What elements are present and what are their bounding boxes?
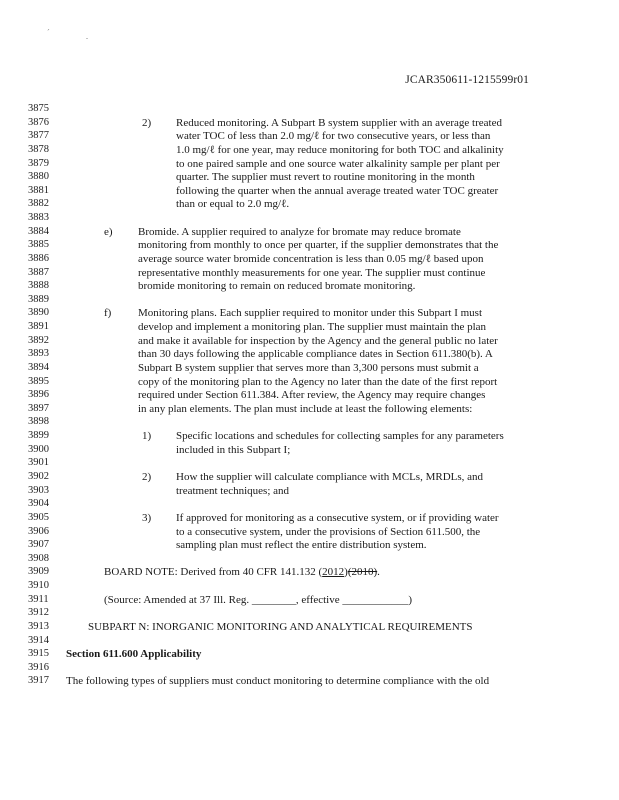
scan-mark: .: [86, 32, 88, 41]
line-number: 3908: [28, 552, 49, 564]
text-segment: Reduced monitoring. A Subpart B system supplier with an average treated: [176, 116, 502, 129]
line-number: 3911: [28, 593, 49, 605]
line-text: [176, 484, 289, 498]
text-segment: develop and implement a monitoring plan. The supplier must maintain the plan: [138, 321, 487, 334]
line-text: [176, 525, 480, 539]
line-number: 3895: [28, 375, 49, 387]
line-number: 3897: [28, 402, 49, 414]
deleted-text: (2010): [347, 566, 378, 579]
line-number: 3889: [28, 293, 49, 305]
line-text: [176, 184, 498, 198]
document-line: [0, 593, 619, 607]
line-number: 3898: [28, 416, 49, 428]
document-line: [0, 429, 619, 443]
line-number: 3903: [28, 484, 49, 496]
document-line: [0, 225, 619, 239]
document-line: [0, 129, 619, 143]
line-number: 3907: [28, 539, 49, 551]
text-segment: quarter. The supplier must revert to routine monitoring in the month: [176, 171, 475, 184]
line-number: 3917: [28, 675, 49, 687]
line-number: 3887: [28, 266, 49, 278]
text-segment: than or equal to 2.0 mg/ℓ.: [176, 198, 290, 211]
line-number: 3880: [28, 171, 49, 183]
document-line: [0, 143, 619, 157]
document-line: [0, 293, 619, 307]
line-text: [66, 674, 489, 688]
line-number: 3896: [28, 389, 49, 401]
document-line: [0, 266, 619, 280]
text-segment: SUBPART N: INORGANIC MONITORING AND ANALYTICAL REQUIREMENTS: [88, 620, 473, 633]
line-text: [138, 225, 461, 239]
text-segment: How the supplier will calculate compliance with MCLs, MRDLs, and: [176, 471, 484, 483]
text-segment: treatment techniques; and: [176, 484, 290, 497]
document-line: [0, 415, 619, 429]
line-number: 3888: [28, 280, 49, 292]
text-segment: 2): [142, 116, 152, 129]
line-number: 3915: [28, 648, 49, 660]
line-text: [66, 647, 201, 661]
line-text: [176, 538, 427, 552]
line-number: 3886: [28, 252, 49, 264]
line-number: 3883: [28, 212, 49, 224]
text-segment: .: [377, 566, 380, 579]
text-segment: than 30 days following the applicable compliance dates in Section 611.380(b). A: [138, 348, 493, 361]
line-number: 3885: [28, 239, 49, 251]
text-segment: f): [104, 307, 112, 320]
line-number: 3876: [28, 116, 49, 128]
text-segment: copy of the monitoring plan to the Agency no later than the date of the first report: [138, 375, 498, 388]
line-text: [142, 511, 151, 525]
document-line: [0, 116, 619, 130]
document-line: [0, 525, 619, 539]
line-text: [104, 225, 113, 239]
text-segment: monitoring from monthly to once per quarter, if the supplier demonstrates that the: [138, 239, 499, 252]
text-segment: sampling plan must reflect the entire distribution system.: [176, 539, 427, 552]
line-number: 3893: [28, 348, 49, 360]
line-text: [138, 375, 497, 389]
scan-mark: ´: [47, 28, 50, 37]
line-text: [138, 388, 485, 402]
line-text: [138, 334, 498, 348]
line-number: 3914: [28, 634, 49, 646]
document-line: [0, 565, 619, 579]
line-text: [176, 197, 289, 211]
line-text: [104, 565, 380, 579]
text-segment: ): [344, 566, 348, 579]
document-line: [0, 361, 619, 375]
document-line: [0, 238, 619, 252]
document-line: [0, 306, 619, 320]
document-line: [0, 579, 619, 593]
document-line: [0, 347, 619, 361]
line-text: [176, 429, 504, 443]
document-line: [0, 102, 619, 116]
line-text: [176, 116, 502, 130]
line-text: [176, 170, 475, 184]
line-text: [142, 429, 151, 443]
text-segment: bromide monitoring to remain on reduced bromate monitoring.: [138, 280, 416, 293]
document-line: [0, 647, 619, 661]
document-line: [0, 511, 619, 525]
text-segment: average source water bromide concentration is less than 0.05 mg/ℓ based upon: [138, 252, 484, 265]
document-line: [0, 375, 619, 389]
line-number: 3890: [28, 307, 49, 319]
line-number: 3909: [28, 566, 49, 578]
text-segment: in any plan elements. The plan must include at least the following elements:: [138, 402, 473, 415]
line-number: 3894: [28, 361, 49, 373]
document-line: [0, 320, 619, 334]
line-text: [176, 143, 504, 157]
line-text: [104, 593, 412, 607]
text-segment: 1.0 mg/ℓ for one year, may reduce monitoring for both TOC and alkalinity: [176, 143, 504, 156]
document-line: [0, 538, 619, 552]
text-segment: to a consecutive system, under the provisions of Section 611.500, the: [176, 525, 481, 538]
document-line: [0, 620, 619, 634]
line-text: [142, 116, 151, 130]
document-line: [0, 470, 619, 484]
line-text: [142, 470, 151, 484]
line-text: [138, 266, 485, 280]
text-segment: Subpart B system supplier that serves more than 3,300 persons must submit a: [138, 361, 479, 374]
text-segment: e): [104, 225, 113, 238]
text-segment: following the quarter when the annual average treated water TOC greater: [176, 184, 499, 197]
line-text: [176, 129, 490, 143]
line-text: [138, 279, 415, 293]
line-text: [104, 306, 111, 320]
line-number: 3899: [28, 430, 49, 442]
line-number: 3892: [28, 334, 49, 346]
text-segment: to one paired sample and one source water alkalinity sample per plant per: [176, 157, 500, 170]
text-segment: required under Section 611.384. After review, the Agency may require changes: [138, 389, 486, 402]
text-segment: water TOC of less than 2.0 mg/ℓ for two consecutive years, or less than: [176, 130, 491, 143]
line-text: [138, 252, 484, 266]
document-line: [0, 170, 619, 184]
line-number: 3884: [28, 225, 49, 237]
text-segment: 3): [142, 511, 152, 524]
line-text: [138, 238, 498, 252]
line-text: [176, 443, 290, 457]
text-segment: included in this Subpart I;: [176, 443, 291, 456]
document-line: [0, 388, 619, 402]
text-segment: BOARD NOTE: Derived from 40 CFR 141.132 (: [104, 566, 323, 579]
line-number: 3910: [28, 580, 49, 592]
line-text: [138, 306, 482, 320]
document-line: [0, 334, 619, 348]
line-number: 3913: [28, 620, 49, 632]
document-line: [0, 552, 619, 566]
text-segment: Monitoring plans. Each supplier required to monitor under this Subpart I must: [138, 307, 483, 320]
line-text: [176, 470, 483, 484]
line-number: 3881: [28, 184, 49, 196]
text-segment: representative monthly measurements for one year. The supplier must continue: [138, 266, 486, 279]
document-line: [0, 443, 619, 457]
document-line: [0, 197, 619, 211]
document-id-header: JCAR350611-1215599r01: [405, 74, 529, 86]
line-number: 3912: [28, 607, 49, 619]
document-line: [0, 184, 619, 198]
text-segment: The following types of suppliers must conduct monitoring to determine compliance with the old: [66, 675, 490, 688]
line-text: [138, 320, 486, 334]
text-segment: 1): [142, 430, 152, 443]
text-segment: If approved for monitoring as a consecutive system, or if providing water: [176, 511, 499, 524]
line-number: 3902: [28, 471, 49, 482]
document-line: [0, 497, 619, 511]
text-segment: (Source: Amended at 37 Ill. Reg. ________, effective ____________): [104, 593, 413, 606]
line-number: 3900: [28, 443, 49, 455]
document-line: [0, 661, 619, 675]
line-number: 3882: [28, 198, 49, 210]
document-line: [0, 211, 619, 225]
document-line: [0, 279, 619, 293]
line-number: 3916: [28, 661, 49, 673]
document-line: [0, 252, 619, 266]
document-line: [0, 674, 619, 688]
document-line: [0, 456, 619, 470]
line-text: [176, 511, 499, 525]
text-segment: Specific locations and schedules for collecting samples for any parameters: [176, 430, 504, 443]
document-line: [0, 634, 619, 648]
line-number: 3901: [28, 457, 49, 469]
text-segment: and make it available for inspection by the Agency and the general public no later: [138, 334, 498, 347]
line-text: [138, 347, 493, 361]
line-number: 3904: [28, 498, 49, 510]
inserted-text: 2012: [322, 566, 345, 579]
document-line: [0, 484, 619, 498]
line-text: [88, 620, 472, 634]
document-line: [0, 402, 619, 416]
line-number: 3905: [28, 511, 49, 523]
document-line: [0, 606, 619, 620]
line-number: 3878: [28, 143, 49, 155]
text-segment: 2): [142, 471, 152, 483]
line-number: 3875: [28, 103, 49, 114]
line-text: [176, 157, 500, 171]
document-line: [0, 157, 619, 171]
line-number: 3906: [28, 525, 49, 537]
line-number: 3891: [28, 321, 49, 333]
text-segment: Bromide. A supplier required to analyze for bromate may reduce bromate: [138, 225, 461, 238]
line-text: [138, 361, 479, 375]
text-segment: Section 611.600 Applicability: [66, 648, 202, 661]
line-number: 3879: [28, 157, 49, 169]
line-text: [138, 402, 472, 416]
line-number: 3877: [28, 130, 49, 142]
